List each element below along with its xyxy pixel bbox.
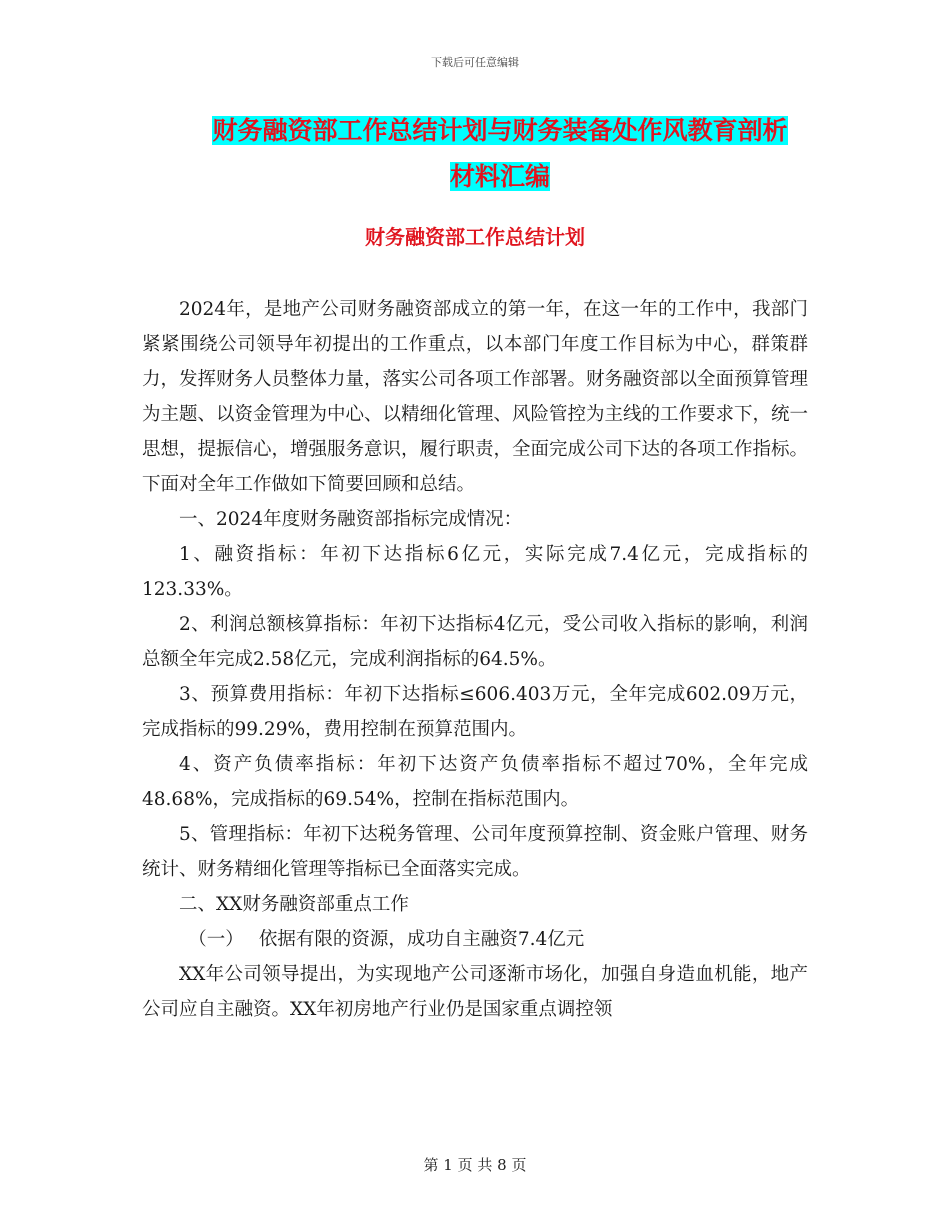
paragraph-financing: XX年公司领导提出，为实现地产公司逐渐市场化，加强自身造血机能，地产公司应自主融资。XX年初房地产行业仍是国家重点调控领	[142, 964, 808, 1020]
page-footer: 第 1 页 共 8 页	[423, 1156, 527, 1174]
heading-key-work: 二、XX财务融资部重点工作	[179, 894, 409, 915]
page-header-note: 下载后可任意编辑	[431, 56, 519, 69]
paragraph-item-4: 4、资产负债率指标：年初下达资产负债率指标不超过70%，全年完成48.68%，完成指标的69.54%，控制在指标范围内。	[142, 754, 808, 810]
document-body	[142, 292, 808, 1027]
paragraph-item-3: 3、预算费用指标：年初下达指标≤606.403万元，全年完成602.09万元，完成指标的99.29%，费用控制在预算范围内。	[142, 684, 808, 740]
paragraph-item-5: 5、管理指标：年初下达税务管理、公司年度预算控制、资金账户管理、财务统计、财务精细化管理等指标已全面落实完成。	[142, 824, 808, 880]
document-title-line-2: 材料汇编	[449, 162, 550, 191]
heading-indicators: 一、2024年度财务融资部指标完成情况：	[179, 509, 523, 530]
section-title: 财务融资部工作总结计划	[365, 225, 585, 249]
paragraph-intro: 2024年，是地产公司财务融资部成立的第一年，在这一年的工作中，我部门紧紧围绕公司领导年初提出的工作重点，以本部门年度工作目标为中心，群策群力，发挥财务人员整体力量，落实公司各项工作部署。财务融资部以全面预算管理为主题、以资金管理为中心、以精细化管理、风险管控为主线的工作要求下，统一思想，提振信心，增强服务意识，履行职责，全面完成公司下达的各项工作指标。下面对全年工作做如下简要回顾和总结。	[142, 299, 809, 495]
paragraph-item-1: 1、融资指标：年初下达指标6亿元，实际完成7.4亿元，完成指标的 123.33%。	[142, 544, 808, 600]
paragraph-item-2: 2、利润总额核算指标：年初下达指标4亿元，受公司收入指标的影响，利润总额全年完成2.58亿元，完成利润指标的64.5%。	[142, 614, 808, 670]
subheading-financing: （一） 依据有限的资源，成功自主融资7.4亿元	[188, 929, 585, 950]
document-title	[180, 108, 820, 200]
document-title-line-1: 财务融资部工作总结计划与财务装备处作风教育剖析	[212, 116, 788, 145]
